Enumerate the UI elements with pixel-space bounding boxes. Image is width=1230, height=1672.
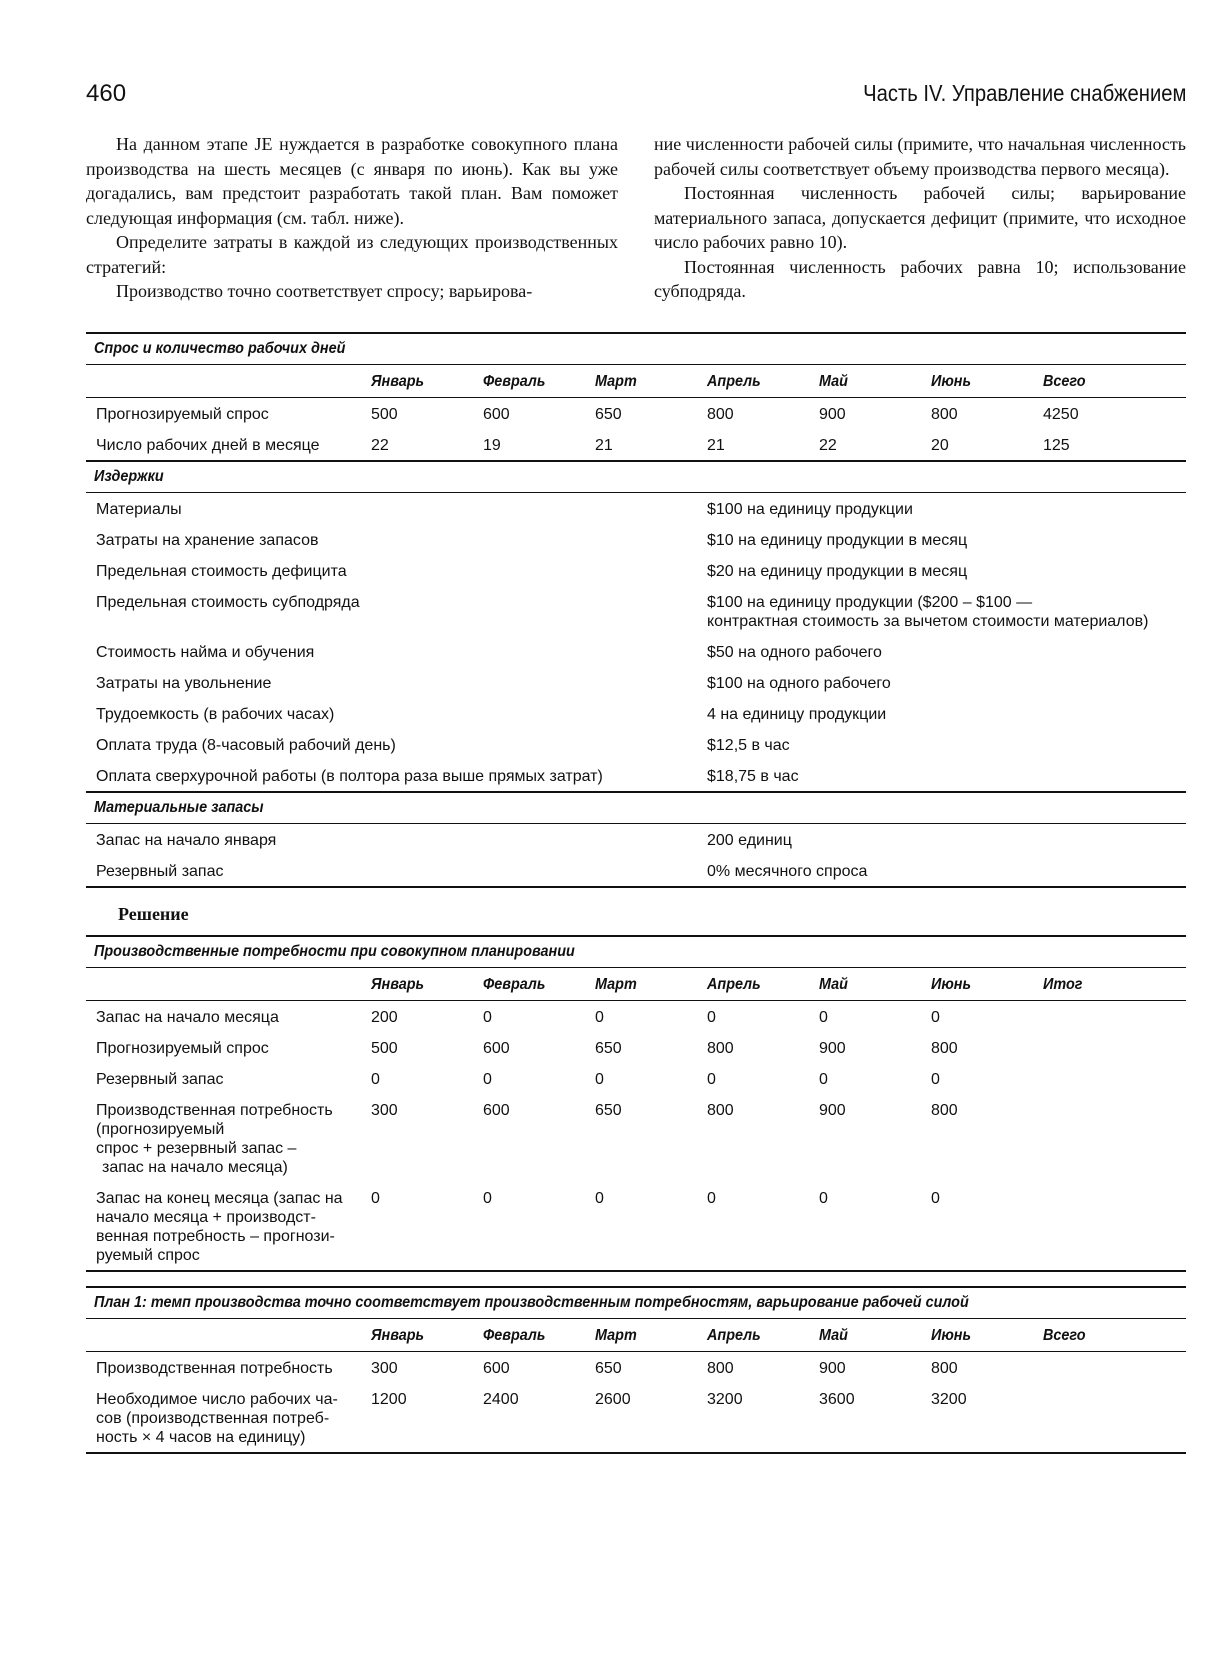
cell-value: 800 — [707, 1101, 734, 1119]
cell-value: 4250 — [1043, 397, 1186, 429]
header-row — [86, 967, 1186, 1000]
column-header-text: Март — [595, 975, 637, 993]
column-header — [595, 1318, 707, 1351]
row-value-line: $18,75 в час — [707, 767, 799, 785]
table-title-text: Производственные потребности при совокупном планировании — [94, 942, 575, 960]
row-label — [86, 1182, 371, 1271]
cell-value: 0 — [707, 1000, 819, 1032]
row-value-line: 200 единиц — [707, 831, 792, 849]
row-value-line: контрактная стоимость за вычетом стоимости материалов) — [707, 612, 1149, 630]
table-row — [86, 729, 1186, 760]
cell-value — [1043, 1383, 1186, 1453]
column-header-text: Январь — [371, 1326, 425, 1344]
column-header — [595, 967, 707, 1000]
table-title-row — [86, 792, 1186, 824]
row-label: Стоимость найма и обучения — [96, 643, 315, 661]
cell-value: 1200 — [371, 1390, 407, 1408]
cell-value: 21 — [595, 436, 613, 454]
column-header-text: Апрель — [707, 1326, 761, 1344]
table-row — [86, 1000, 1186, 1032]
table-title-text: Спрос и количество рабочих дней — [94, 339, 346, 357]
cell-value: 900 — [819, 1101, 846, 1119]
row-label-line: сов (производственная потреб- — [96, 1409, 330, 1427]
row-label — [86, 429, 371, 461]
table-row — [86, 760, 1186, 792]
row-label-line: Прогнозируемый спрос — [96, 1039, 269, 1057]
rule — [86, 1271, 1186, 1272]
column-header — [707, 364, 819, 397]
cell-value: 0 — [707, 1070, 716, 1088]
column-header — [1043, 364, 1186, 397]
row-label: Затраты на хранение запасов — [96, 531, 319, 549]
table-row — [86, 1063, 1186, 1094]
row-value — [707, 492, 1186, 524]
header-cell-empty — [86, 1318, 371, 1351]
cell-value — [1043, 1094, 1186, 1182]
cell-value: 20 — [931, 436, 949, 454]
cell-value: 500 — [371, 1039, 398, 1057]
table-title — [86, 792, 1186, 824]
cell-value: 0 — [483, 1070, 492, 1088]
row-value — [707, 855, 1186, 887]
table-row — [86, 698, 1186, 729]
column-header — [483, 967, 595, 1000]
column-header-text: Всего — [1043, 1326, 1086, 1344]
column-header — [1043, 967, 1186, 1000]
column-header — [595, 364, 707, 397]
row-label — [86, 1032, 371, 1063]
cell-value: 600 — [483, 1351, 595, 1383]
table-row — [86, 823, 1186, 855]
row-label-line: спрос + резервный запас – — [96, 1139, 297, 1157]
cell-value: 900 — [819, 397, 931, 429]
column-header — [371, 1318, 483, 1351]
header-cell-empty — [86, 364, 371, 397]
page — [86, 72, 1186, 1454]
cell-value: 800 — [707, 1039, 734, 1057]
row-label: Трудоемкость (в рабочих часах) — [96, 705, 335, 723]
column-header — [819, 1318, 931, 1351]
table-row — [86, 1182, 1186, 1271]
table-title-text: Материальные запасы — [94, 798, 264, 816]
table-title-row — [86, 936, 1186, 968]
cell-value: 22 — [819, 436, 837, 454]
row-value — [707, 760, 1186, 792]
cell-value: 200 — [371, 1000, 483, 1032]
column-header-text: Всего — [1043, 372, 1086, 390]
row-label-line: руемый спрос — [96, 1246, 200, 1264]
column-header — [707, 1318, 819, 1351]
cell-value: 650 — [595, 1101, 622, 1119]
row-label-line: (прогнозируемый — [96, 1120, 225, 1138]
cell-value: 125 — [1043, 436, 1070, 454]
column-header — [931, 364, 1043, 397]
row-value — [707, 698, 1186, 729]
column-header-text: Февраль — [483, 372, 546, 390]
table-row — [86, 1032, 1186, 1063]
cell-value: 300 — [371, 1101, 398, 1119]
row-value-line: 4 на единицу продукции — [707, 705, 887, 723]
cell-value: 800 — [931, 1039, 958, 1057]
column-header-text: Февраль — [483, 1326, 546, 1344]
row-label: Затраты на увольнение — [96, 674, 272, 692]
cell-value: 0 — [819, 1000, 931, 1032]
header-cell-empty — [86, 967, 371, 1000]
row-value — [707, 823, 1186, 855]
cell-value: 0 — [595, 1000, 707, 1032]
cell-value: 0 — [931, 1000, 1043, 1032]
column-header-text: Апрель — [707, 975, 761, 993]
cell-value: 800 — [707, 397, 819, 429]
row-label — [86, 1063, 371, 1094]
row-label — [86, 1383, 371, 1453]
paragraph: Производство точно соответствует спросу; варьирова- — [116, 281, 533, 301]
row-value — [707, 524, 1186, 555]
cell-value: 500 — [371, 397, 483, 429]
header-row — [86, 1318, 1186, 1351]
table-title-text: Издержки — [94, 467, 164, 485]
row-label-line: Число рабочих дней в месяце — [96, 436, 320, 454]
cell-value: 900 — [819, 1351, 931, 1383]
cell-value: 0 — [931, 1070, 940, 1088]
column-header-text: Июнь — [931, 975, 972, 993]
paragraph: Определите затраты в каждой из следующих производственных стратегий: — [86, 232, 618, 277]
row-label-line: ность × 4 часов на единицу) — [96, 1428, 306, 1446]
page-number: 460 — [86, 80, 127, 107]
column-header — [371, 967, 483, 1000]
table-title-text: План 1: темп производства точно соответствует производственным потребностям, варьирование рабочей силой — [94, 1293, 969, 1311]
column-header — [819, 364, 931, 397]
row-value — [707, 586, 1186, 636]
table-row — [86, 667, 1186, 698]
row-label-line: начало месяца + производст- — [96, 1208, 316, 1226]
row-label-line: Резервный запас — [96, 1070, 224, 1088]
cell-value: 0 — [371, 1070, 380, 1088]
intro-text — [86, 132, 1186, 304]
cell-value: 600 — [483, 1101, 510, 1119]
cell-value — [1043, 1351, 1186, 1383]
cell-value: 22 — [371, 436, 389, 454]
running-title: Часть IV. Управление снабжением — [862, 80, 1186, 106]
column-header — [371, 364, 483, 397]
cell-value: 0 — [483, 1189, 492, 1207]
plan1-table — [86, 1286, 1186, 1454]
column-header-text: Май — [819, 372, 848, 390]
row-label: Оплата сверхурочной работы (в полтора раза выше прямых затрат) — [96, 767, 603, 785]
column-header — [819, 967, 931, 1000]
row-value — [707, 555, 1186, 586]
row-label-line: Необходимое число рабочих ча- — [96, 1390, 338, 1408]
cell-value: 0 — [819, 1070, 828, 1088]
row-label-line: Прогнозируемый спрос — [96, 405, 269, 423]
cell-value — [1043, 1000, 1186, 1032]
cell-value: 650 — [595, 1351, 707, 1383]
cell-value: 0 — [931, 1189, 940, 1207]
table-row — [86, 492, 1186, 524]
row-value-line: 0% месячного спроса — [707, 862, 868, 880]
row-label: Оплата труда (8-часовый рабочий день) — [96, 736, 396, 754]
column-header — [931, 1318, 1043, 1351]
column-header-text: Итог — [1043, 975, 1083, 993]
column-header-text: Июнь — [931, 372, 972, 390]
cell-value: 600 — [483, 1039, 510, 1057]
table-row — [86, 429, 1186, 461]
cell-value: 0 — [595, 1070, 604, 1088]
column-header-text: Июнь — [931, 1326, 972, 1344]
column-header — [931, 967, 1043, 1000]
cell-value: 800 — [931, 1351, 1043, 1383]
table-row — [86, 1094, 1186, 1182]
table-title — [86, 936, 1186, 968]
column-header-text: Май — [819, 975, 848, 993]
cell-value: 0 — [707, 1189, 716, 1207]
column-header-text: Март — [595, 1326, 637, 1344]
solution-heading: Решение — [118, 903, 189, 924]
column-header — [707, 967, 819, 1000]
input-data-table — [86, 332, 1186, 888]
cell-value — [1043, 1032, 1186, 1063]
row-label-line: венная потребность – прогнози- — [96, 1227, 335, 1245]
cell-value: 900 — [819, 1039, 846, 1057]
table-row — [86, 586, 1186, 636]
row-value-line: $50 на одного рабочего — [707, 643, 882, 661]
table-title — [86, 333, 1186, 365]
table-row — [86, 1383, 1186, 1453]
row-label-line: Запас на конец месяца (запас на — [96, 1189, 343, 1207]
table-row — [86, 855, 1186, 887]
cell-value: 300 — [371, 1351, 483, 1383]
table-title — [86, 1287, 1186, 1319]
row-label: Материалы — [86, 492, 707, 524]
table-row — [86, 1351, 1186, 1383]
column-header-text: Январь — [371, 372, 425, 390]
column-header-text: Январь — [371, 975, 425, 993]
row-value-line: $100 на единицу продукции — [707, 500, 913, 518]
column-header-text: Май — [819, 1326, 848, 1344]
row-label — [86, 397, 371, 429]
cell-value: 21 — [707, 436, 725, 454]
production-requirements-table — [86, 935, 1186, 1272]
table-title-row — [86, 1287, 1186, 1319]
column-header-text: Апрель — [707, 372, 761, 390]
header-row — [86, 364, 1186, 397]
cell-value: 800 — [707, 1351, 819, 1383]
table-row — [86, 555, 1186, 586]
cell-value — [1043, 1063, 1186, 1094]
cell-value: 800 — [931, 1101, 958, 1119]
table-row — [86, 524, 1186, 555]
row-label-line: Запас на начало месяца — [96, 1008, 279, 1026]
paragraph: ние численности рабочей силы (примите, что начальная численность рабочей силы соответствует объему производства первого месяца). — [654, 134, 1186, 179]
column-header-text: Март — [595, 372, 637, 390]
row-value — [707, 667, 1186, 698]
table-title-row — [86, 333, 1186, 365]
cell-value: 600 — [483, 397, 595, 429]
row-value-line: $10 на единицу продукции в месяц — [707, 531, 968, 549]
page-header — [86, 72, 1186, 122]
row-value-line: $100 на одного рабочего — [707, 674, 891, 692]
row-label — [86, 1000, 371, 1032]
cell-value: 650 — [595, 1039, 622, 1057]
table-row — [86, 397, 1186, 429]
cell-value: 800 — [931, 397, 1043, 429]
row-label: Предельная стоимость субподряда — [96, 593, 360, 611]
column-header — [1043, 1318, 1186, 1351]
row-label: Предельная стоимость дефицита — [96, 562, 347, 580]
column-header — [483, 364, 595, 397]
row-label-line: Производственная потребность — [96, 1101, 333, 1119]
table-row — [86, 636, 1186, 667]
cell-value: 2400 — [483, 1390, 519, 1408]
cell-value: 3200 — [707, 1390, 743, 1408]
paragraph: Постоянная численность рабочей силы; варьирование материального запаса, допускается дефицит (примите, что исходное число рабочих равно 10). — [654, 183, 1186, 252]
row-label — [86, 1094, 371, 1182]
cell-value: 0 — [483, 1000, 595, 1032]
right-column — [654, 132, 1186, 304]
row-label: Резервный запас — [96, 862, 224, 880]
paragraph: Постоянная численность рабочих равна 10; использование субподряда. — [654, 256, 1186, 301]
table-end-rule — [86, 1271, 1186, 1272]
row-value — [707, 636, 1186, 667]
left-column — [86, 132, 618, 304]
cell-value: 2600 — [595, 1390, 631, 1408]
cell-value: 0 — [819, 1189, 828, 1207]
table-title-row — [86, 461, 1186, 493]
rule — [86, 1453, 1186, 1454]
cell-value: 0 — [595, 1189, 604, 1207]
row-label-line: запас на начало месяца) — [102, 1158, 288, 1176]
row-label-line: Производственная потребность — [96, 1359, 333, 1377]
cell-value: 19 — [483, 436, 501, 454]
row-label: Запас на начало января — [86, 823, 707, 855]
cell-value: 650 — [595, 397, 707, 429]
row-value — [707, 729, 1186, 760]
cell-value — [1043, 1182, 1186, 1271]
cell-value: 3600 — [819, 1390, 855, 1408]
row-value-line: $100 на единицу продукции ($200 – $100 — — [707, 593, 1033, 611]
column-header-text: Февраль — [483, 975, 546, 993]
row-label — [86, 1351, 371, 1383]
table-end-rule — [86, 1453, 1186, 1454]
table-title — [86, 461, 1186, 493]
paragraph: На данном этапе JE нуждается в разработке совокупного плана производства на шесть месяцев (с января по июнь). Как вы уже догадались, вам предстоит разработать такой план. Вам поможет следующая информация (см. табл. ниже). — [86, 134, 618, 228]
row-value-line: $12,5 в час — [707, 736, 790, 754]
row-value-line: $20 на единицу продукции в месяц — [707, 562, 968, 580]
cell-value: 0 — [371, 1189, 380, 1207]
column-header — [483, 1318, 595, 1351]
cell-value: 3200 — [931, 1390, 967, 1408]
